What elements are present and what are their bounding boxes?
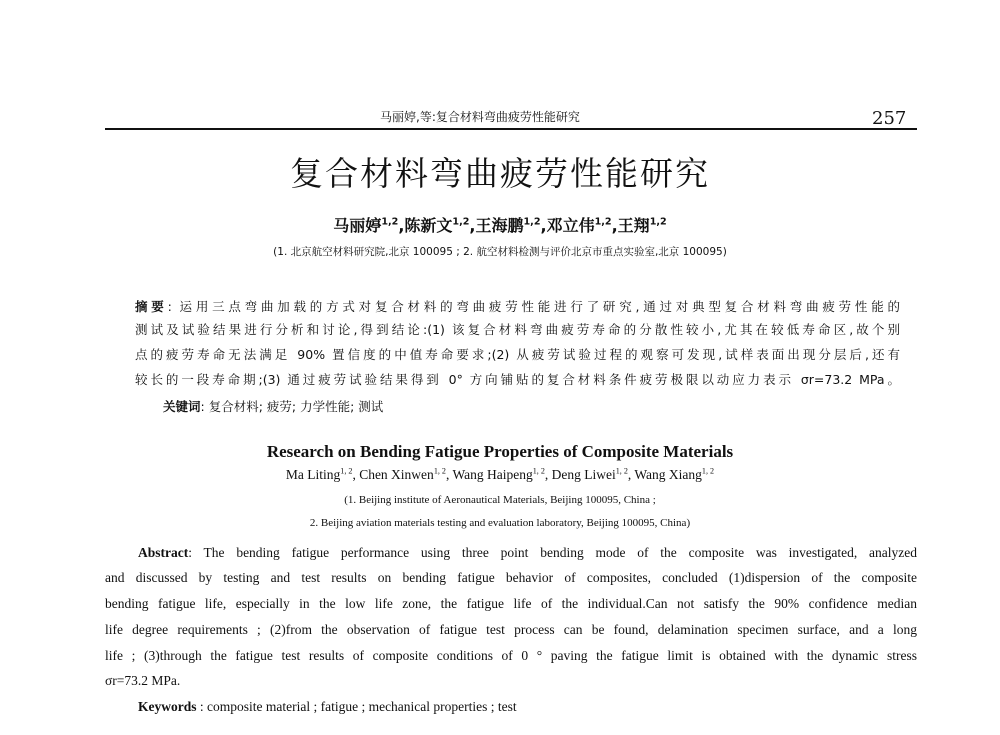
cn-author-affil: 1,2 (649, 216, 667, 228)
cn-title: 复合材料弯曲疲劳性能研究 (290, 154, 710, 193)
en-keywords-label: Keywords (138, 699, 197, 714)
header-rule (105, 128, 917, 130)
en-author-affil: 1, 2 (433, 466, 446, 476)
cn-abstract-line: 较长的一段寿命期;(3) 通过疲劳试验结果得到 0° 方向铺贴的复合材料条件疲劳极限以动应力表示 σr=73.2 MPa。 (135, 372, 900, 387)
cn-author: 王翔 (617, 216, 650, 235)
cn-abstract-line: 测试及试验结果进行分析和讨论,得到结论:(1) 该复合材料弯曲疲劳寿命的分散性较小,尤其在较低寿命区,故个别 (135, 322, 900, 337)
page-number: 257 (872, 108, 907, 129)
en-abstract-line: bending fatigue life, especially in the low life zone, the fatigue life of the individual.Can not satisfy the 90% confidence median (105, 596, 917, 611)
en-authors: Ma Liting$^{1, 2}$, Chen Xinwen$^{1, 2}$, Wang Haipeng$^{1, 2}$, Deng Liwei$^{1, 2}$, Wang Xiang$^{1, 2}$ (285, 466, 715, 482)
cn-authors: 马丽婷$^{1,2}$,陈新文$^{1,2}$,王海鹏$^{1,2}$,邓立伟$^{1,2}$,王翔$^{1,2}$ (333, 216, 667, 235)
en-author-affil: 1, 2 (340, 466, 353, 476)
en-author: Deng Liwei (551, 467, 616, 482)
cn-author-affil: 1,2 (523, 216, 541, 228)
cn-abstract-label: 摘要 (135, 299, 168, 314)
en-author: Ma Liting (285, 467, 341, 482)
cn-abstract-line: 点的疲劳寿命无法满足 90% 置信度的中值寿命要求;(2) 从疲劳试验过程的观察可发现,试样表面出现分层后,还有 (135, 347, 900, 362)
en-author: Wang Xiang (634, 467, 702, 482)
en-abstract-text: : The bending fatigue performance using three point bending mode of the composite was investigated, analyzed (188, 545, 917, 560)
cn-affiliation: (1. 北京航空材料研究院,北京 100095 ; 2. 航空材料检测与评价北京市重点实验室,北京 100095) (273, 246, 727, 258)
cn-author: 邓立伟 (546, 216, 595, 235)
en-keywords-text: : composite material ; fatigue ; mechanical properties ; test (196, 699, 517, 714)
en-author-affil: 1, 2 (532, 466, 545, 476)
cn-keywords (163, 397, 383, 415)
en-abstract-label: Abstract (138, 545, 189, 560)
cn-author: 王海鹏 (475, 216, 524, 235)
en-affiliation-1: (1. Beijing institute of Aeronautical Materials, Beijing 100095, China ; (344, 494, 656, 506)
cn-abstract-text: : 运用三点弯曲加载的方式对复合材料的弯曲疲劳性能进行了研究,通过对典型复合材料弯曲疲劳性能的 (167, 299, 900, 314)
en-author: Wang Haipeng (452, 467, 533, 482)
en-abstract-line: and discussed by testing and test results on bending fatigue behavior of composites, concluded (1)dispersion of the composite (105, 570, 917, 585)
cn-author-affil: 1,2 (452, 216, 470, 228)
en-abstract-line (138, 545, 917, 561)
cn-author: 马丽婷 (333, 216, 382, 235)
cn-keywords-label: 关键词 (163, 399, 201, 414)
en-affiliation-2: 2. Beijing aviation materials testing and evaluation laboratory, Beijing 100095, China) (309, 517, 691, 529)
cn-author-affil: 1,2 (594, 216, 612, 228)
en-abstract-line: life ; (3)through the fatigue test results of composite conditions of 0 ° paving the fatigue limit is obtained with the dynamic stress (105, 648, 917, 663)
en-keywords (138, 699, 517, 715)
en-abstract-line: σr=73.2 MPa. (105, 673, 181, 688)
en-title: Research on Bending Fatigue Properties of Composite Materials (266, 442, 734, 461)
en-abstract-line: life degree requirements ; (2)from the observation of fatigue test process can be found, delamination specimen surface, and a long (105, 622, 917, 637)
cn-abstract-line (135, 297, 900, 315)
cn-keywords-text: : 复合材料; 疲劳; 力学性能; 测试 (200, 399, 384, 414)
en-author-affil: 1, 2 (615, 466, 628, 476)
cn-author-affil: 1,2 (381, 216, 399, 228)
en-author: Chen Xinwen (359, 467, 434, 482)
en-author-affil: 1, 2 (701, 466, 715, 476)
cn-author: 陈新文 (404, 216, 453, 235)
running-header: 马丽婷,等:复合材料弯曲疲劳性能研究 (380, 110, 580, 124)
